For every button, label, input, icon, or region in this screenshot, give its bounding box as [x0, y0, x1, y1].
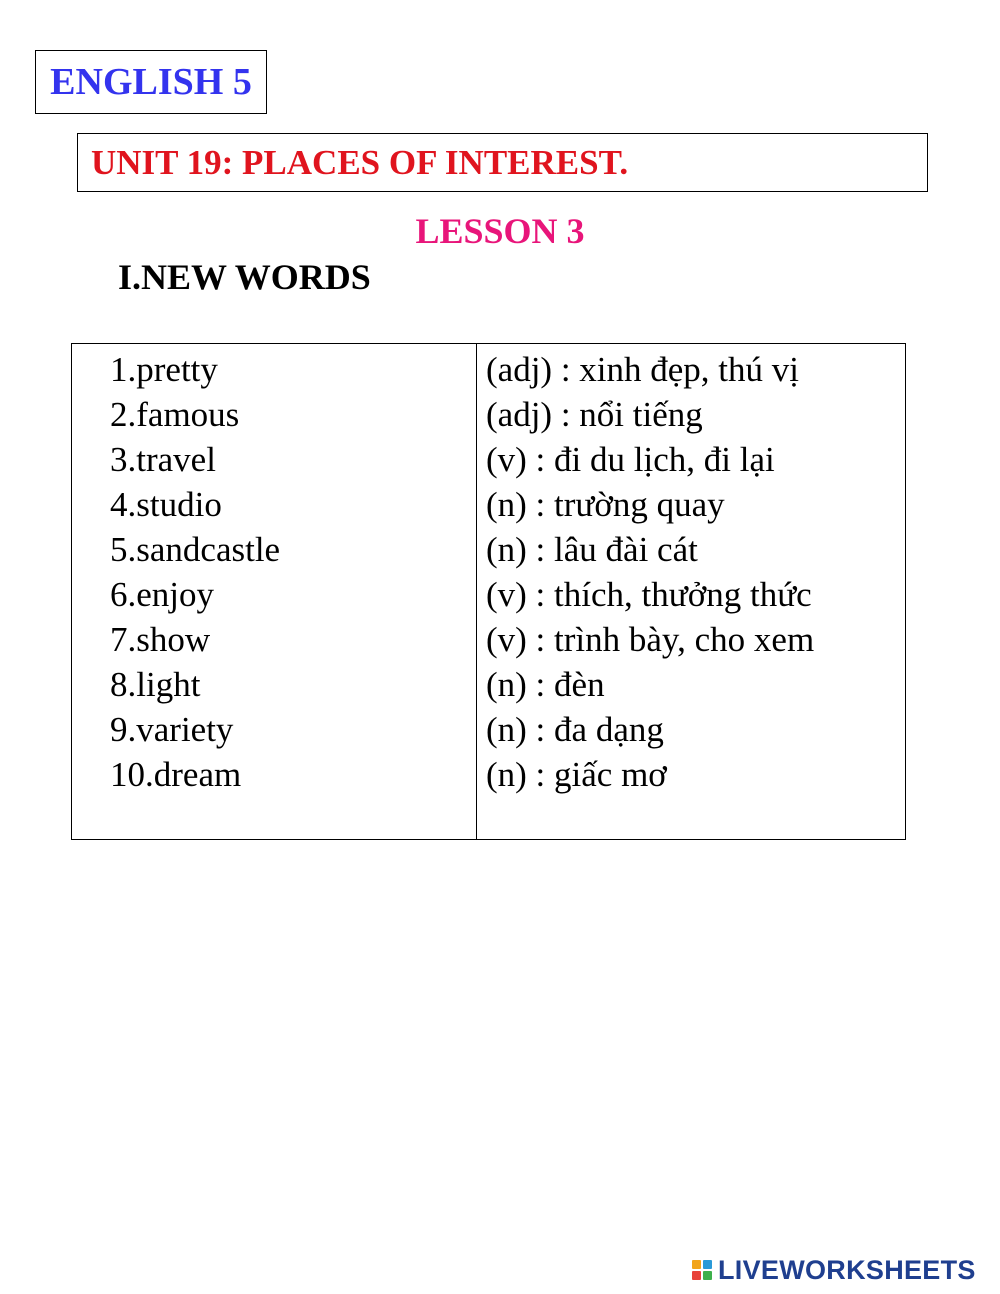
- lesson-title: LESSON 3: [415, 211, 585, 251]
- vocab-word: 3.travel: [110, 440, 216, 479]
- vocab-word: 8.light: [110, 665, 201, 704]
- course-title: ENGLISH 5: [50, 61, 252, 103]
- vocab-word: 10.dream: [110, 755, 242, 794]
- vocabulary-table: [71, 343, 906, 840]
- unit-title: UNIT 19: PLACES OF INTEREST.: [91, 142, 629, 182]
- vocab-meaning: (v) : trình bày, cho xem: [486, 620, 815, 659]
- vocab-meaning: (n) : đa dạng: [486, 710, 664, 749]
- course-title-box: [35, 50, 267, 114]
- vocab-meaning: (adj) : xinh đẹp, thú vị: [486, 350, 800, 389]
- liveworksheets-logo-icon: [692, 1260, 712, 1280]
- words-column: [72, 344, 477, 839]
- vocab-meaning: (n) : lâu đài cát: [486, 530, 698, 569]
- unit-title-box: [77, 133, 928, 192]
- meanings-column: [477, 344, 905, 839]
- vocab-word: 4.studio: [110, 485, 222, 524]
- logo-text: LIVEWORKSHEETS: [718, 1254, 976, 1285]
- vocab-word: 2.famous: [110, 395, 240, 434]
- liveworksheets-logo: [692, 1253, 976, 1287]
- vocab-meaning: (n) : giấc mơ: [486, 755, 667, 794]
- vocab-meaning: (n) : đèn: [486, 665, 605, 704]
- vocab-word: 9.variety: [110, 710, 234, 749]
- vocab-word: 7.show: [110, 620, 211, 659]
- vocab-meaning: (v) : thích, thưởng thức: [486, 575, 812, 614]
- vocab-word: 5.sandcastle: [110, 530, 281, 569]
- vocab-word: 6.enjoy: [110, 575, 215, 614]
- vocab-meaning: (v) : đi du lịch, đi lại: [486, 440, 775, 479]
- vocab-meaning: (adj) : nổi tiếng: [486, 395, 703, 434]
- section-heading: I.NEW WORDS: [118, 257, 371, 297]
- vocab-meaning: (n) : trường quay: [486, 485, 725, 524]
- vocab-word: 1.pretty: [110, 350, 218, 389]
